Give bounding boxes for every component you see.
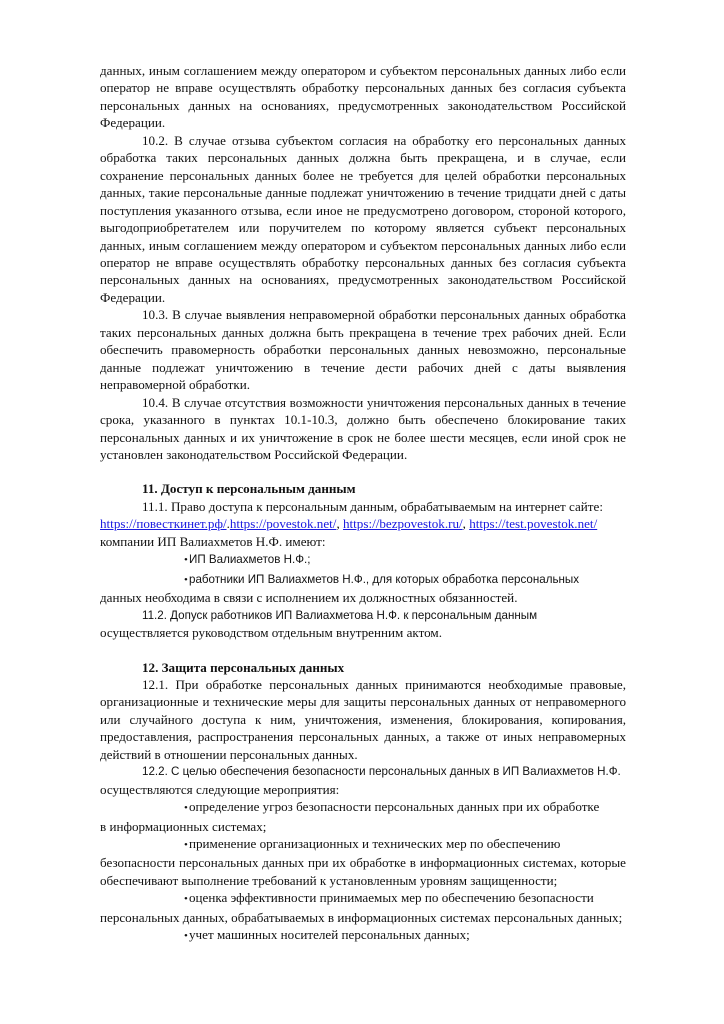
link-separator-2: , xyxy=(336,516,343,532)
paragraph-10-2: 10.2. В случае отзыва субъектом согласия на обработку его персональных данных обработка таких персональных данных должна быть прекращена, и в случае, если сохранение персональных данных более не требуется для целей обработки персональных данных, такие персональные данные подлежат уничтожению в течение тридцати дней с даты поступления указанного отзыва, если иное не предусмотрено договором, стороной которого, выгодоприобретателем или поручителем по которому является субъект персональных данных, иным соглашением между оператором и субъектом персональных данных либо если оператор не вправе осуществлять обработку персональных данных без согласия субъекта персональных данных на основаниях, предусмотренных законодательством Российской Федерации. xyxy=(100,132,626,305)
bullet-icon xyxy=(100,926,189,945)
list-item-label: учет машинных носителей персональных данных; xyxy=(189,927,470,943)
paragraph-11-1-tail: компании ИП Валиахметов Н.Ф. имеют: xyxy=(100,533,326,549)
bullet-icon xyxy=(100,550,189,569)
bullet-icon xyxy=(100,798,189,817)
paragraph-11-2-head: 11.2. Допуск работников ИП Валиахметова Н.Ф. к персональным данным xyxy=(142,608,538,622)
list-item-continuation: безопасности персональных данных при их обработке в информационных системах, которые обеспечивают выполнение требований к установленным уровням защищенности; xyxy=(100,855,626,888)
list-item-label: ИП Валиахметов Н.Ф.; xyxy=(189,553,311,567)
list-item-label: определение угроз безопасности персональных данных при их обработке xyxy=(189,799,600,815)
list-item xyxy=(100,835,626,854)
list-item xyxy=(100,570,626,589)
paragraph-12-2-tail: осуществляются следующие мероприятия: xyxy=(100,781,340,797)
link-separator-3: , xyxy=(462,516,470,532)
list-item xyxy=(100,926,626,945)
list-item-label: работники ИП Валиахметов Н.Ф., для которых обработка персональных xyxy=(189,572,580,586)
paragraph-10-3: 10.3. В случае выявления неправомерной обработки персональных данных обработка таких персональных данных должна быть прекращена в течение трех рабочих дней. Если обеспечить правомерность обработки персональных данных невозможно, персональные данные подлежат уничтожению в течение дести рабочих дней с даты выявления неправомерной обработки. xyxy=(100,307,626,393)
heading-section-12: 12. Защита персональных данных xyxy=(142,659,345,675)
list-item xyxy=(100,550,626,569)
link-povestok-net[interactable]: https://povestok.net/ xyxy=(229,516,337,532)
paragraph-12-2-head: 12.2. С целью обеспечения безопасности персональных данных в ИП Валиахметов Н.Ф. xyxy=(142,765,621,779)
list-item-continuation: данных необходима в связи с исполнением их должностных обязанностей. xyxy=(100,590,518,606)
paragraph-11-2-tail: осуществляется руководством отдельным внутренним актом. xyxy=(100,625,442,641)
link-row xyxy=(100,515,626,532)
heading-section-11: 11. Доступ к персональным данным xyxy=(142,481,356,497)
document-body xyxy=(100,62,626,946)
link-separator-1: . xyxy=(226,516,230,532)
list-item xyxy=(100,889,626,908)
paragraph-10-1-continuation: данных, иным соглашением между оператором и субъектом персональных данных либо если оператор не вправе осуществлять обработку персональных данных без согласия субъекта персональных данных на основаниях, предусмотренных законодательством Российской Федерации. xyxy=(100,63,626,131)
link-test-povestok-net[interactable]: https://test.povestok.net/ xyxy=(469,516,598,532)
list-item-label: применение организационных и технических мер по обеспечению xyxy=(189,836,561,852)
bullet-icon xyxy=(100,570,189,589)
paragraph-10-4: 10.4. В случае отсутствия возможности уничтожения персональных данных в течение срока, указанного в пунктах 10.1-10.3, должно быть обеспечено блокирование таких персональных данных и их уничтожение в срок не более шести месяцев, если иной срок не установлен законодательством Российской Федерации. xyxy=(100,394,626,462)
bullet-icon xyxy=(100,835,189,854)
list-item-continuation: персональных данных, обрабатываемых в информационных системах персональных данных; xyxy=(100,909,623,925)
bullet-icon xyxy=(100,889,189,908)
list-item xyxy=(100,798,626,817)
link-bezpovestok-ru[interactable]: https://bezpovestok.ru/ xyxy=(342,516,463,532)
list-item-label: оценка эффективности принимаемых мер по обеспечению безопасности xyxy=(189,890,594,906)
spacer-before-section-12 xyxy=(100,642,626,659)
link-povestkinet-rf[interactable]: https://повесткинет.рф/ xyxy=(100,516,227,532)
list-item-continuation: в информационных системах; xyxy=(100,818,267,834)
paragraph-11-1-lead: 11.1. Право доступа к персональным данным, обрабатываемым на интернет сайте: xyxy=(142,498,603,514)
paragraph-12-1: 12.1. При обработке персональных данных принимаются необходимые правовые, организационные и технические меры для защиты персональных данных от неправомерного или случайного доступа к ним, уничтожения, изменения, блокирования, копирования, предоставления, распространения персональных данных, а также от иных неправомерных действий в отношении персональных данных. xyxy=(100,676,626,762)
spacer-before-section-11 xyxy=(100,463,626,480)
